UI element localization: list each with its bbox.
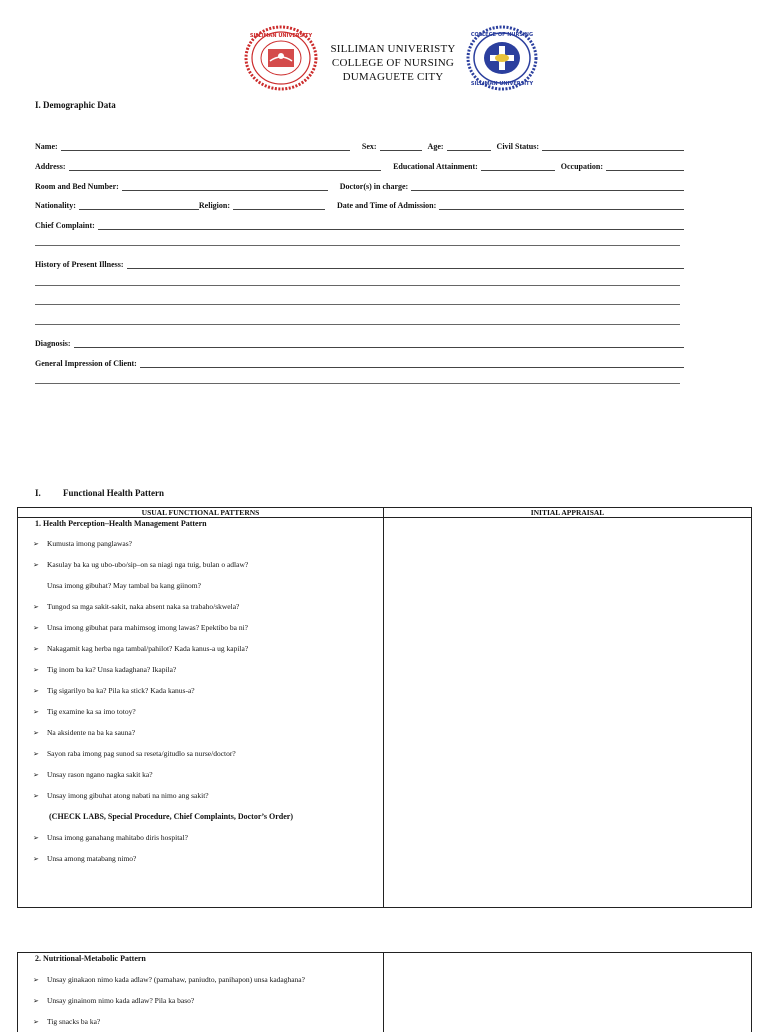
admission-label: Date and Time of Admission: — [337, 201, 437, 210]
demographic-section-title: I. Demographic Data — [35, 100, 116, 110]
pattern-2-title: 2. Nutritional-Metabolic Pattern — [35, 954, 146, 963]
arrow-bullet-icon: ➢ — [33, 540, 39, 548]
doctors-field[interactable] — [411, 182, 684, 191]
svg-text:COLLEGE OF NURSING: COLLEGE OF NURSING — [470, 32, 534, 38]
educational-attainment-field[interactable] — [481, 162, 555, 171]
name-label: Name: — [35, 142, 58, 151]
room-bed-label: Room and Bed Number: — [35, 182, 119, 191]
list-item: Unsa imong gibuhat? May tambal ba kang giinom? — [47, 581, 201, 590]
history-line-4[interactable] — [35, 324, 680, 325]
institution-header — [318, 42, 468, 84]
nationality-row — [35, 198, 684, 210]
address-field[interactable] — [69, 162, 382, 171]
list-item: ➢ Unsa among matabang nimo? — [33, 854, 137, 863]
functional-section-title: Functional Health Pattern — [63, 488, 164, 498]
svg-text:SILLIMAN UNIVERSITY: SILLIMAN UNIVERSITY — [470, 81, 534, 87]
arrow-bullet-icon: ➢ — [33, 687, 39, 695]
check-labs-note: (CHECK LABS, Special Procedure, Chief Complaints, Doctor’s Order) — [49, 812, 293, 821]
nationality-label: Nationality: — [35, 201, 76, 210]
sex-field[interactable] — [380, 142, 422, 151]
column-initial-appraisal: INITIAL APPRAISAL — [530, 508, 605, 517]
history-field[interactable] — [127, 260, 684, 269]
arrow-bullet-icon: ➢ — [33, 729, 39, 737]
impression-row — [35, 356, 684, 368]
occupation-label: Occupation: — [560, 162, 603, 171]
admission-field[interactable] — [439, 201, 684, 210]
arrow-bullet-icon: ➢ — [33, 855, 39, 863]
table-header — [18, 508, 751, 518]
religion-field[interactable] — [233, 201, 325, 210]
address-row — [35, 159, 684, 171]
header-line-2: COLLEGE OF NURSING — [331, 57, 455, 69]
arrow-bullet-icon: ➢ — [33, 771, 39, 779]
list-item: ➢ Unsa imong ganahang mahitabo diris hospital? — [33, 833, 189, 842]
college-of-nursing-seal-icon — [466, 25, 538, 91]
age-field[interactable] — [447, 142, 491, 151]
list-item: ➢ Unsay rason ngano nagka sakit ka? — [33, 770, 153, 779]
name-row — [35, 139, 684, 151]
history-label: History of Present Illness: — [35, 260, 124, 269]
sex-label: Sex: — [361, 142, 377, 151]
list-item: ➢ Nakagamit kag herba nga tambal/pahilot? Kada kanus-a ug kapila? — [33, 644, 249, 653]
silliman-university-seal-icon — [244, 25, 318, 91]
diagnosis-field[interactable] — [74, 339, 684, 348]
impression-label: General Impression of Client: — [35, 359, 137, 368]
room-row — [35, 179, 684, 191]
arrow-bullet-icon: ➢ — [33, 976, 39, 984]
address-label: Address: — [35, 162, 66, 171]
arrow-bullet-icon: ➢ — [33, 792, 39, 800]
history-line-3[interactable] — [35, 304, 680, 305]
list-item: ➢ Tig sigarilyo ba ka? Pila ka stick? Kada kanus-a? — [33, 686, 195, 695]
list-item: ➢ Na aksidente na ba ka sauna? — [33, 728, 136, 737]
diagnosis-row — [35, 336, 684, 348]
arrow-bullet-icon: ➢ — [33, 997, 39, 1005]
religion-label: Religion: — [198, 201, 230, 210]
civil-status-label: Civil Status: — [496, 142, 539, 151]
name-field[interactable] — [61, 142, 350, 151]
arrow-bullet-icon: ➢ — [33, 666, 39, 674]
list-item: ➢ Unsa imong gibuhat para mahimsog imong lawas? Epektibo ba ni? — [33, 623, 248, 632]
list-item: ➢ Unsay imong gibuhat atong nabati na nimo ang sakit? — [33, 791, 209, 800]
occupation-field[interactable] — [606, 162, 684, 171]
history-row — [35, 257, 684, 269]
room-bed-field[interactable] — [122, 182, 328, 191]
arrow-bullet-icon: ➢ — [33, 561, 39, 569]
nationality-field[interactable] — [79, 201, 199, 210]
chief-complaint-row — [35, 218, 684, 230]
doctors-label: Doctor(s) in charge: — [339, 182, 409, 191]
list-item: ➢ Kumusta imong panglawas? — [33, 539, 132, 548]
header-line-1: SILLIMAN UNIVERISTY — [330, 43, 456, 55]
chief-complaint-line-2[interactable] — [35, 245, 680, 246]
chief-complaint-label: Chief Complaint: — [35, 221, 95, 230]
nutritional-table — [17, 952, 752, 1032]
list-item: ➢ Kasulay ba ka ug ubo-ubo/sip–on sa niagi nga tuig, bulan o adlaw? — [33, 560, 249, 569]
arrow-bullet-icon: ➢ — [33, 750, 39, 758]
health-perception-table — [17, 507, 752, 908]
arrow-bullet-icon: ➢ — [33, 708, 39, 716]
diagnosis-label: Diagnosis: — [35, 339, 71, 348]
arrow-bullet-icon: ➢ — [33, 1018, 39, 1026]
impression-line-2[interactable] — [35, 383, 680, 384]
arrow-bullet-icon: ➢ — [33, 624, 39, 632]
svg-text:SILLIMAN UNIVERSITY: SILLIMAN UNIVERSITY — [249, 33, 313, 39]
list-item: ➢ Tig examine ka sa imo totoy? — [33, 707, 136, 716]
functional-section-numeral: I. — [35, 488, 41, 498]
column-usual-patterns: USUAL FUNCTIONAL PATTERNS — [141, 508, 260, 517]
list-item: ➢ Tungod sa mga sakit-sakit, naka absent naka sa trabaho/skwela? — [33, 602, 240, 611]
list-item: ➢ Sayon raba imong pag sunod sa reseta/gitudlo sa nurse/doctor? — [33, 749, 236, 758]
arrow-bullet-icon: ➢ — [33, 603, 39, 611]
list-item: ➢ Unsay ginakaon nimo kada adlaw? (pamahaw, paniudto, panihapon) unsa kadaghana? — [33, 975, 305, 984]
list-item: ➢ Tig snacks ba ka? — [33, 1017, 101, 1026]
header-line-3: DUMAGUETE CITY — [342, 71, 444, 83]
educational-attainment-label: Educational Attainment: — [393, 162, 478, 171]
history-line-2[interactable] — [35, 285, 680, 286]
civil-status-field[interactable] — [542, 142, 684, 151]
list-item: ➢ Unsay ginainom nimo kada adlaw? Pila ka baso? — [33, 996, 195, 1005]
arrow-bullet-icon: ➢ — [33, 645, 39, 653]
pattern-1-title: 1. Health Perception–Health Management Pattern — [35, 519, 207, 528]
list-item: ➢ Tig inom ba ka? Unsa kadaghana? Ikapila? — [33, 665, 177, 674]
impression-field[interactable] — [140, 359, 684, 368]
chief-complaint-field[interactable] — [98, 221, 684, 230]
age-label: Age: — [427, 142, 444, 151]
arrow-bullet-icon: ➢ — [33, 834, 39, 842]
